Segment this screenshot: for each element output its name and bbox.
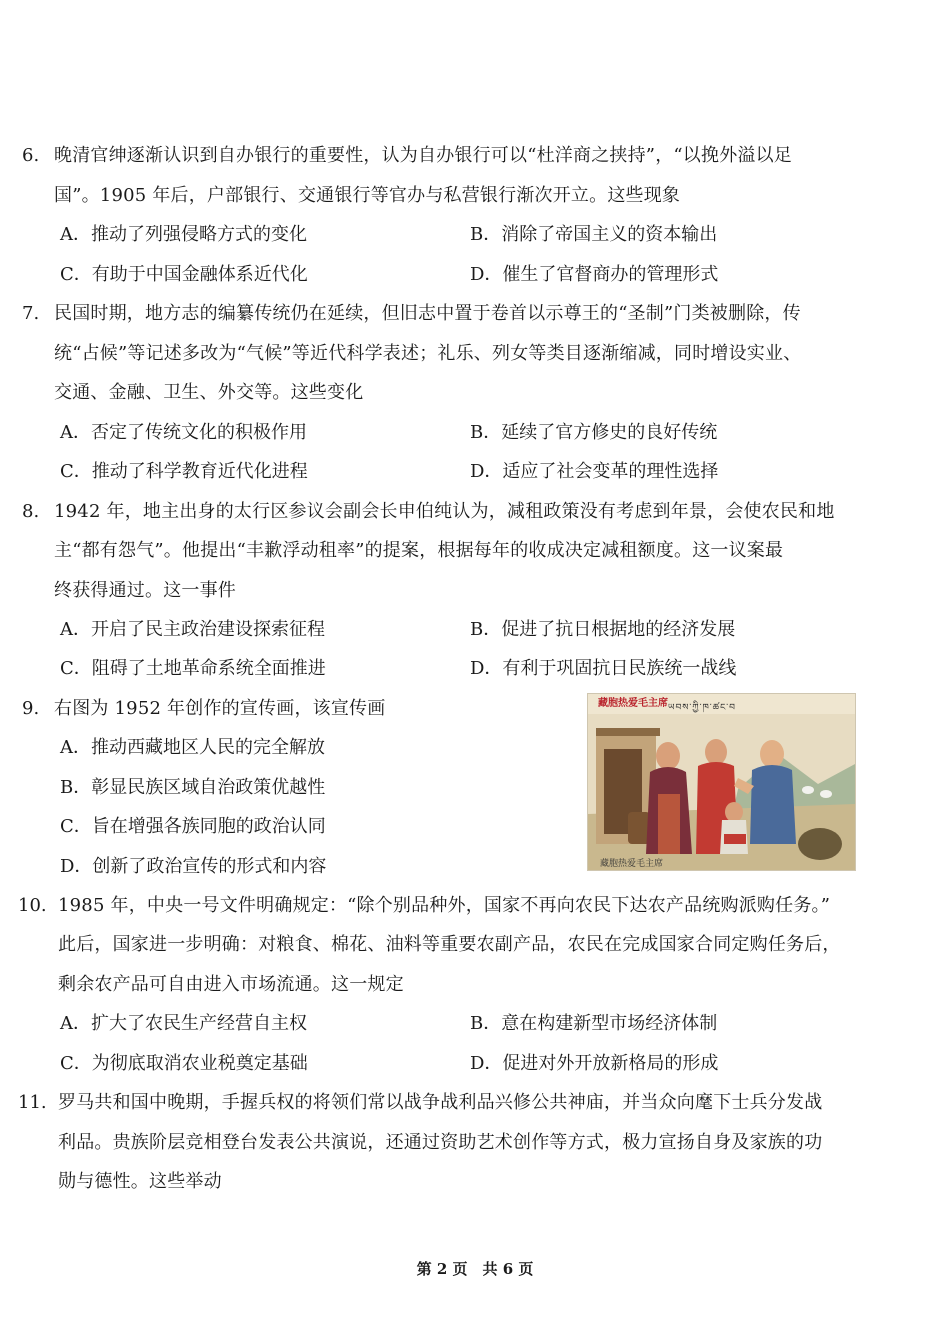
page-footer: 第 2 页 共 6 页 bbox=[416, 1260, 534, 1278]
propaganda-poster-image bbox=[587, 693, 856, 871]
question-stem-line: 罗马共和国中晚期，手握兵权的将领们常以战争战利品兴修公共神庙，并当众向麾下士兵分发战 bbox=[58, 1092, 823, 1113]
question-stem-line: 晚清官绅逐渐认识到自办银行的重要性，认为自办银行可以“杜洋商之挟持”，“以挽外溢以足 bbox=[54, 145, 793, 166]
option-d: D．创新了政治宣传的形式和内容 bbox=[60, 856, 327, 877]
option-a: A．推动了列强侵略方式的变化 bbox=[60, 224, 307, 245]
question-stem-line: 主“都有怨气”。他提出“丰歉浮动租率”的提案，根据每年的收成决定减租额度。这一议案最 bbox=[54, 540, 784, 561]
question-number: 9. bbox=[22, 698, 40, 719]
option-b: B．延续了官方修史的良好传统 bbox=[470, 422, 718, 443]
question-number: 7. bbox=[22, 303, 40, 324]
question-stem-line: 利品。贵族阶层竞相登台发表公共演说，还通过资助艺术创作等方式，极力宣扬自身及家族的功 bbox=[58, 1132, 823, 1153]
option-c: C．有助于中国金融体系近代化 bbox=[60, 264, 308, 285]
option-c: C．阻碍了土地革命系统全面推进 bbox=[60, 658, 326, 679]
option-b: B．彰显民族区域自治政策优越性 bbox=[60, 777, 326, 798]
option-c: C．推动了科学教育近代化进程 bbox=[60, 461, 308, 482]
option-d: D．催生了官督商办的管理形式 bbox=[470, 264, 719, 285]
option-b: B．消除了帝国主义的资本输出 bbox=[470, 224, 718, 245]
option-d: D．有利于巩固抗日民族统一战线 bbox=[470, 658, 737, 679]
option-d: D．适应了社会变革的理性选择 bbox=[470, 461, 719, 482]
question-stem-line: 1942 年，地主出身的太行区参议会副会长申伯纯认为，减租政策没有考虑到年景，会使农民和地 bbox=[54, 501, 835, 522]
question-number: 6. bbox=[22, 145, 40, 166]
option-b: B．意在构建新型市场经济体制 bbox=[470, 1013, 718, 1034]
question-stem-line: 终获得通过。这一事件 bbox=[54, 580, 236, 601]
poster-tibetan-script: ཡབས་ཀྱི་ཁ་ཚང་བ bbox=[668, 703, 736, 713]
poster-title: 藏胞热爱毛主席 bbox=[598, 698, 668, 709]
option-b: B．促进了抗日根据地的经济发展 bbox=[470, 619, 736, 640]
option-c: C．旨在增强各族同胞的政治认同 bbox=[60, 816, 326, 837]
option-c: C．为彻底取消农业税奠定基础 bbox=[60, 1053, 308, 1074]
question-number: 11. bbox=[18, 1092, 47, 1113]
question-stem-line: 勋与德性。这些举动 bbox=[58, 1171, 222, 1192]
option-d: D．促进对外开放新格局的形成 bbox=[470, 1053, 719, 1074]
option-a: A．开启了民主政治建设探索征程 bbox=[60, 619, 325, 640]
question-stem-line: 民国时期，地方志的编纂传统仍在延续，但旧志中置于卷首以示尊王的“圣制”门类被删除，传 bbox=[54, 303, 801, 324]
question-number: 8. bbox=[22, 501, 40, 522]
option-a: A．否定了传统文化的积极作用 bbox=[60, 422, 307, 443]
question-stem-line: 此后，国家进一步明确：对粮食、棉花、油料等重要农副产品，农民在完成国家合同定购任务后， bbox=[58, 934, 841, 955]
option-a: A．扩大了农民生产经营自主权 bbox=[60, 1013, 307, 1034]
question-stem-line: 国”。1905 年后，户部银行、交通银行等官办与私营银行渐次开立。这些现象 bbox=[54, 185, 681, 206]
question-stem-line: 右图为 1952 年创作的宣传画，该宣传画 bbox=[54, 698, 386, 719]
question-stem-line: 剩余农产品可自由进入市场流通。这一规定 bbox=[58, 974, 404, 995]
question-stem-line: 交通、金融、卫生、外交等。这些变化 bbox=[54, 382, 364, 403]
option-a: A．推动西藏地区人民的完全解放 bbox=[60, 737, 325, 758]
question-stem-line: 1985 年，中央一号文件明确规定：“除个别品种外，国家不再向农民下达农产品统购派购任务。” bbox=[58, 895, 831, 916]
question-number: 10. bbox=[18, 895, 47, 916]
poster-caption: 藏胞热爱毛主席 bbox=[600, 859, 664, 869]
question-stem-line: 统“占候”等记述多改为“气候”等近代科学表述；礼乐、列女等类目逐渐缩减，同时增设实业、 bbox=[54, 343, 802, 364]
